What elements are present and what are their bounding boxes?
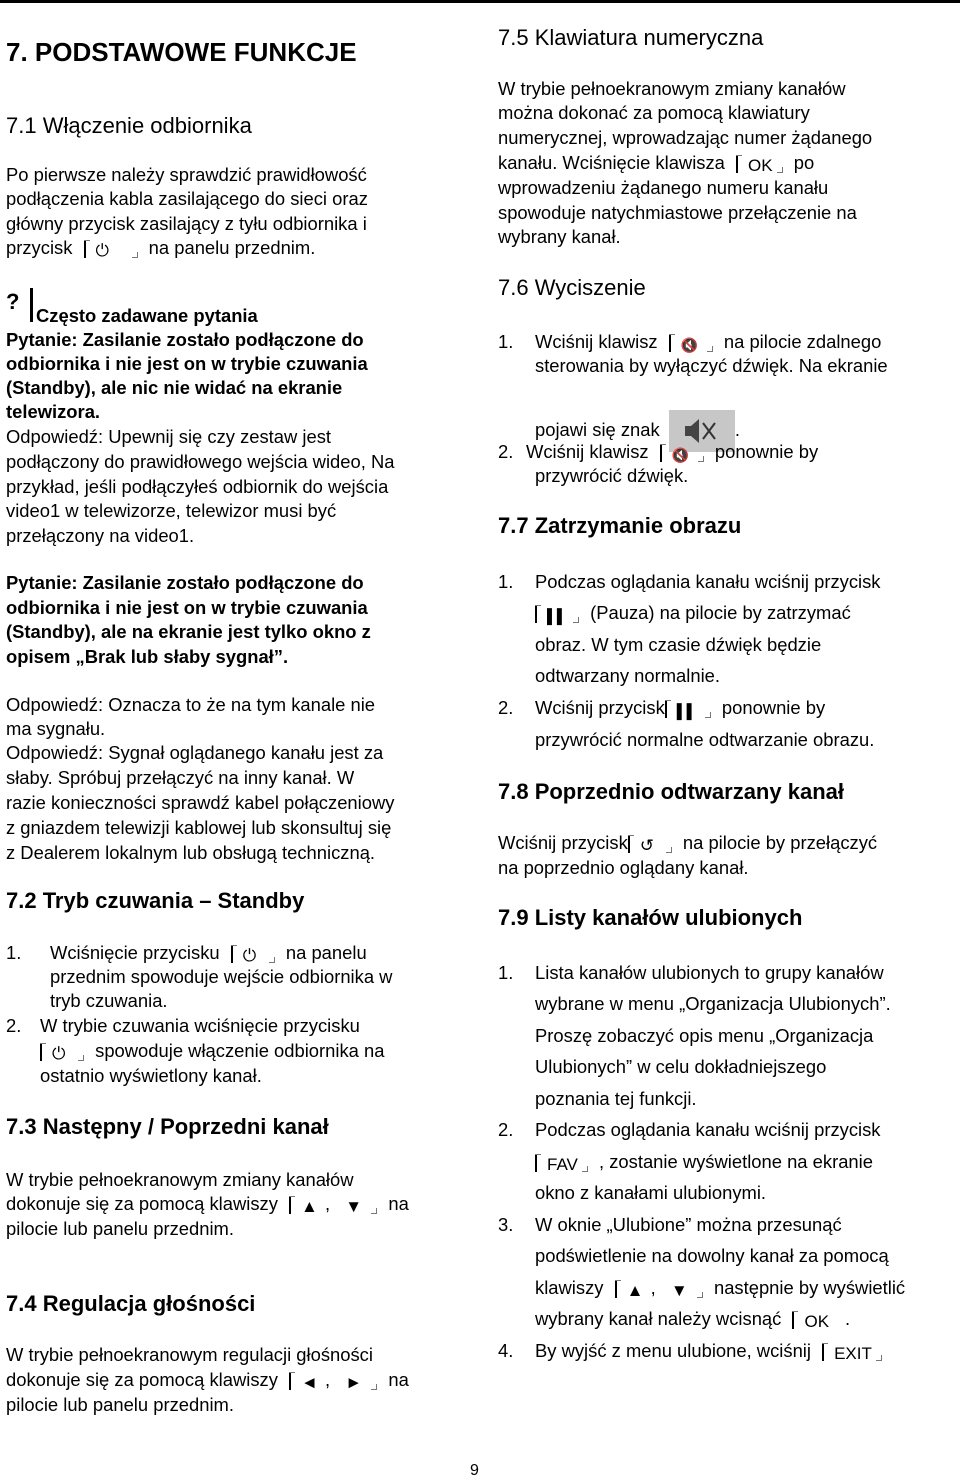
down-key-icon: ▼ (341, 1194, 377, 1216)
list-number: 3. (498, 1214, 514, 1235)
text-line: W trybie pełnoekranowym zmiany kanałów (498, 78, 846, 99)
faq-answer: ma sygnału. (6, 718, 106, 739)
list-number: 2. (498, 441, 514, 462)
list-item (535, 601, 851, 625)
up-key-icon: ▲ (615, 1278, 645, 1300)
list-item: ostatnio wyświetlony kanał. (40, 1065, 262, 1086)
list-item: Proszę zobaczyć opis menu „Organizacja (535, 1025, 874, 1046)
page-number: 9 (470, 1462, 479, 1479)
text-line: Po pierwsze należy sprawdzić prawidłowość (6, 164, 367, 185)
list-item: poznania tej funkcji. (535, 1088, 697, 1109)
up-key-icon: ▲ (289, 1194, 319, 1216)
top-rule (0, 0, 960, 3)
text-fragment: na panelu przednim. (148, 237, 316, 258)
list-item: okno z kanałami ulubionymi. (535, 1182, 767, 1203)
faq-answer: podłączony do prawidłowego wejścia wideo, Na (6, 451, 395, 472)
list-item (50, 941, 367, 965)
text-fragment: przycisk (6, 237, 73, 258)
faq-answer: Odpowiedź: Sygnał oglądanego kanału jest za (6, 742, 384, 763)
power-key-icon: ⏻ (40, 1041, 84, 1063)
list-item: obraz. W tym czasie dźwięk będzie (535, 634, 822, 655)
text-line: spowoduje natychmiastowe przełączenie na (498, 202, 857, 223)
text-fragment: , (650, 1277, 656, 1298)
list-item: wybrane w menu „Organizacja Ulubionych”. (535, 993, 891, 1014)
text-fragment: . (845, 1308, 851, 1329)
list-item: Lista kanałów ulubionych to grupy kanałów (535, 962, 884, 983)
faq-question: telewizora. (6, 401, 101, 422)
list-item: przednim spowoduje wejście odbiornika w (50, 966, 393, 987)
text-fragment: , (325, 1193, 331, 1214)
list-number: 2. (498, 1119, 514, 1140)
faq-answer: razie konieczności sprawdź kabel połączeniowy (6, 792, 395, 813)
list-item: Podczas oglądania kanału wciśnij przycisk (535, 1119, 881, 1140)
text-fragment: , zostanie wyświetlone na ekranie (599, 1151, 873, 1172)
text-fragment: , (325, 1369, 331, 1390)
pause-key-icon: ▌▌ (665, 698, 711, 720)
section-7-1-title: 7.1 Włączenie odbiornika (6, 113, 252, 138)
faq-answer: z Dealerem lokalnym lub obsługą techniczną. (6, 842, 376, 863)
faq-answer: z gniazdem telewizji kablowej lub skonsultuj się (6, 817, 392, 838)
list-item: podświetlenie na dowolny kanał za pomocą (535, 1245, 889, 1266)
mute-key-icon: 🔇 (660, 442, 704, 464)
text-fragment: By wyjść z menu ulubione, wciśnij (535, 1340, 811, 1361)
faq-question: odbiornika i nie jest on w trybie czuwania (6, 597, 368, 618)
question-mark-icon: ? (6, 289, 20, 314)
text-fragment: Wciśnij przycisk (498, 832, 628, 853)
text-fragment: (Pauza) na pilocie by zatrzymać (590, 602, 851, 623)
text-line: W trybie pełnoekranowym regulacji głośności (6, 1344, 373, 1365)
text-fragment: dokonuje się za pomocą klawiszy (6, 1193, 278, 1214)
text-fragment: wybrany kanał należy wcisnąć (535, 1308, 782, 1329)
text-fragment: kanału. Wciśnięcie klawisza (498, 152, 725, 173)
section-7-4-title: 7.4 Regulacja głośności (6, 1291, 256, 1316)
text-line: wybrany kanał. (498, 226, 621, 247)
down-key-icon: ▼ (667, 1278, 703, 1300)
text-fragment: na panelu (285, 942, 367, 963)
text-fragment: na (388, 1369, 409, 1390)
list-number: 4. (498, 1340, 514, 1361)
faq-question: (Standby), ale na ekranie jest tylko okno z (6, 621, 371, 642)
list-item: Podczas oglądania kanału wciśnij przycisk (535, 571, 881, 592)
text-fragment: klawiszy (535, 1277, 604, 1298)
list-item: sterowania by wyłączyć dźwięk. Na ekranie (535, 355, 888, 376)
text-fragment: . (734, 418, 740, 440)
text-fragment: po (793, 152, 815, 173)
text-fragment: pojawi się znak (535, 418, 660, 440)
list-number: 2. (498, 697, 514, 718)
mute-key-icon: 🔇 (669, 332, 713, 354)
section-7-9-title: 7.9 Listy kanałów ulubionych (498, 905, 803, 930)
right-key-icon: ► (341, 1370, 377, 1392)
section-7-6-title: 7.6 Wyciszenie (498, 275, 646, 300)
text-line: wprowadzeniu żądanego numeru kanału (498, 177, 829, 198)
list-item: odtwarzany normalnie. (535, 665, 721, 686)
list-item: tryb czuwania. (50, 990, 168, 1011)
section-7-5-title: 7.5 Klawiatura numeryczna (498, 25, 764, 50)
text-fragment: ponownie by (714, 441, 819, 462)
text-line: W trybie pełnoekranowym zmiany kanałów (6, 1169, 354, 1190)
text-line: pilocie lub panelu przednim. (6, 1218, 234, 1239)
text-line: numerycznej, wprowadzając numer żądanego (498, 127, 873, 148)
faq-answer: przełączony na video1. (6, 525, 195, 546)
list-item: Ulubionych” w celu dokładniejszego (535, 1056, 827, 1077)
text-fragment: na pilocie by przełączyć (682, 832, 878, 853)
list-item (535, 1276, 905, 1300)
pause-key-icon: ▌▌ (535, 603, 579, 625)
section-7-3-title: 7.3 Następny / Poprzedni kanał (6, 1114, 329, 1139)
list-number: 1. (6, 942, 22, 963)
list-item (535, 1307, 850, 1331)
list-item: przywrócić dźwięk. (535, 465, 689, 486)
text-fragment: dokonuje się za pomocą klawiszy (6, 1369, 278, 1390)
faq-bar-icon (30, 288, 33, 322)
text-line (498, 831, 877, 855)
text-line: można dokonać za pomocą klawiatury (498, 102, 810, 123)
list-item: przywrócić normalne odtwarzanie obrazu. (535, 729, 875, 750)
left-key-icon: ◄ (289, 1370, 319, 1392)
list-item: W oknie „Ulubione” można przesunąć (535, 1214, 842, 1235)
text-fragment: na pilocie zdalnego (723, 331, 882, 352)
faq-answer: przykład, jeśli podłączyłeś odbiornik do wejścia (6, 476, 389, 497)
text-line (498, 151, 814, 175)
text-line: podłączenia kabla zasilającego do sieci oraz (6, 188, 368, 209)
list-item: W trybie czuwania wciśnięcie przycisku (40, 1015, 360, 1036)
faq-question: Pytanie: Zasilanie zostało podłączone do (6, 572, 364, 593)
ok-key-icon: OK (792, 1309, 839, 1331)
faq-question: (Standby), ale nic nie widać na ekranie (6, 377, 343, 398)
power-key-icon: ⏻ (84, 238, 138, 260)
text-fragment: na (388, 1193, 409, 1214)
faq-title: Często zadawane pytania (36, 305, 258, 326)
page-title: 7. PODSTAWOWE FUNKCJE (6, 37, 357, 67)
text-fragment: następnie by wyświetlić (713, 1277, 906, 1298)
list-number: 1. (498, 331, 514, 352)
list-item (535, 696, 825, 720)
list-item (535, 1150, 873, 1174)
recall-key-icon: ↺ (628, 833, 672, 855)
fav-key-icon: FAV (535, 1152, 588, 1174)
text-line: główny przycisk zasilający z tyłu odbiornika i (6, 213, 367, 234)
faq-answer: słaby. Spróbuj przełączyć na inny kanał. W (6, 767, 355, 788)
faq-question: odbiornika i nie jest on w trybie czuwania (6, 353, 368, 374)
text-fragment: ponownie by (721, 697, 826, 718)
text-line (6, 1192, 409, 1216)
list-item (526, 440, 818, 464)
text-line: na poprzednio oglądany kanał. (498, 857, 749, 878)
list-number: 1. (498, 962, 514, 983)
text-fragment: Wciśnij przycisk (535, 697, 665, 718)
exit-key-icon: EXIT (822, 1341, 882, 1363)
ok-key-icon: OK (736, 153, 783, 175)
faq-question: Pytanie: Zasilanie zostało podłączone do (6, 329, 364, 350)
text-fragment: spowoduje włączenie odbiornika na (95, 1040, 385, 1061)
section-7-2-title: 7.2 Tryb czuwania – Standby (6, 888, 305, 913)
list-item (40, 1039, 384, 1063)
power-key-icon: ⏻ (231, 943, 275, 965)
faq-answer: Odpowiedź: Upewnij się czy zestaw jest (6, 426, 332, 447)
text-fragment: Wciśnij klawisz (526, 441, 649, 462)
list-number: 2. (6, 1015, 22, 1036)
faq-answer: video1 w telewizorze, telewizor musi być (6, 500, 337, 521)
list-item (535, 1339, 888, 1363)
faq-answer: Odpowiedź: Oznacza to że na tym kanale nie (6, 694, 376, 715)
text-fragment: Wciśnięcie przycisku (50, 942, 220, 963)
text-line (6, 1368, 409, 1392)
list-item (535, 330, 881, 354)
text-fragment: Wciśnij klawisz (535, 331, 658, 352)
text-line (6, 236, 315, 260)
list-number: 1. (498, 571, 514, 592)
faq-question: opisem „Brak lub słaby sygnał”. (6, 646, 289, 667)
section-7-7-title: 7.7 Zatrzymanie obrazu (498, 513, 742, 538)
section-7-8-title: 7.8 Poprzednio odtwarzany kanał (498, 779, 844, 804)
text-line: pilocie lub panelu przednim. (6, 1394, 234, 1415)
